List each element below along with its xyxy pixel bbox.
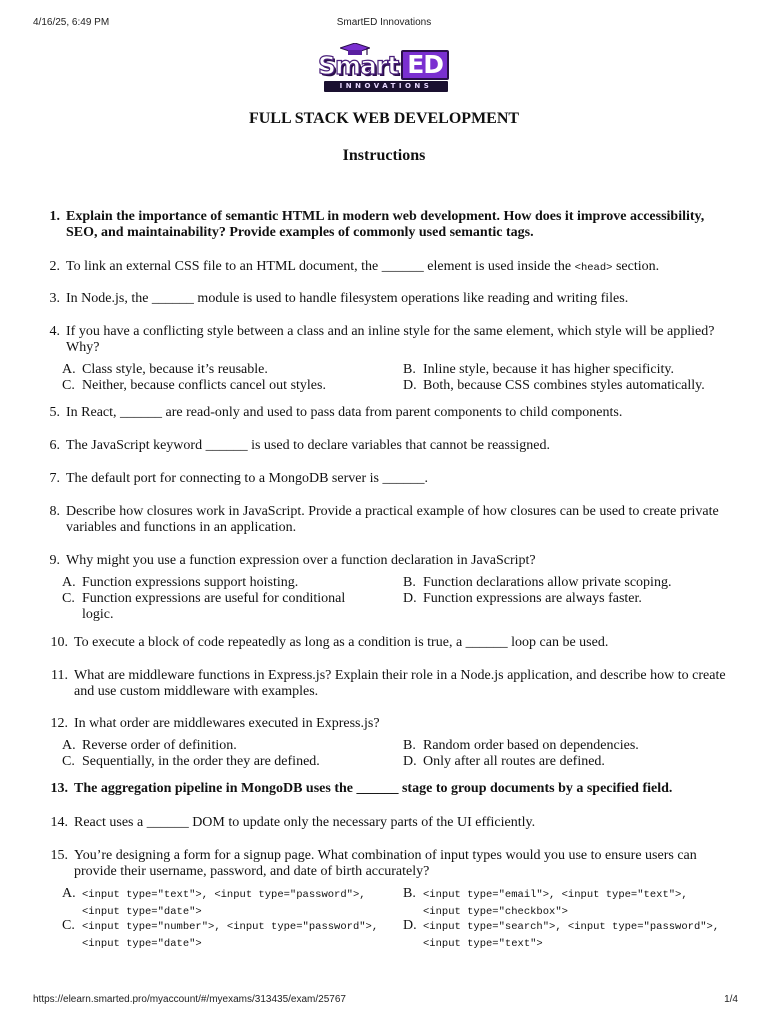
question-6 bbox=[40, 438, 735, 454]
question-number: 15. bbox=[50, 848, 68, 863]
option-a: A. Function expressions support hoisting. bbox=[62, 575, 299, 590]
question-9 bbox=[40, 553, 735, 569]
question-number: 10. bbox=[50, 635, 68, 650]
question-10 bbox=[40, 635, 735, 651]
question-text: What are middleware functions in Express.js? Explain their role in a Node.js application, and describe how to create and use custom middleware with examples. bbox=[74, 668, 726, 699]
question-5 bbox=[40, 405, 735, 421]
question-text: To link an external CSS file to an HTML document, the ______ element is used inside the <head> section. bbox=[66, 259, 660, 274]
option-a: A. <input type="text">, <input type="password">, <input type="date"> bbox=[62, 886, 366, 918]
question-number: 1. bbox=[49, 209, 60, 224]
question-text: In Node.js, the ______ module is used to handle filesystem operations like reading and writing files. bbox=[66, 291, 629, 306]
print-datetime: 4/16/25, 6:49 PM bbox=[33, 17, 110, 28]
smarted-logo bbox=[318, 45, 452, 97]
question-13 bbox=[40, 781, 735, 797]
logo-word-smart: Smart bbox=[318, 50, 399, 80]
question-text: The default port for connecting to a MongoDB server is ______. bbox=[66, 471, 428, 486]
question-1 bbox=[40, 209, 735, 241]
question-4 bbox=[40, 324, 735, 356]
question-number: 4. bbox=[49, 324, 60, 339]
question-number: 9. bbox=[49, 553, 60, 568]
question-text: You’re designing a form for a signup page. What combination of input types would you use to ensure users can provide their username, password, and date of birth accurately? bbox=[74, 848, 697, 879]
question-number: 6. bbox=[49, 438, 60, 453]
option-b: B. Inline style, because it has higher specificity. bbox=[403, 362, 675, 377]
page-number: 1/4 bbox=[724, 994, 738, 1005]
question-number: 11. bbox=[51, 668, 68, 683]
option-b: B. Random order based on dependencies. bbox=[403, 738, 639, 753]
question-15 bbox=[40, 848, 735, 880]
option-d: D. Function expressions are always faster. bbox=[403, 591, 642, 606]
question-11 bbox=[40, 668, 735, 700]
question-text: The aggregation pipeline in MongoDB uses the ______ stage to group documents by a specified field. bbox=[74, 781, 673, 796]
document-title: FULL STACK WEB DEVELOPMENT bbox=[248, 110, 520, 127]
question-text: Describe how closures work in JavaScript. Provide a practical example of how closures can be used to create private variables and functions in an application. bbox=[66, 504, 719, 535]
option-a: A. Reverse order of definition. bbox=[62, 738, 237, 753]
option-b: B. Function declarations allow private scoping. bbox=[403, 575, 672, 590]
question-text: The JavaScript keyword ______ is used to declare variables that cannot be reassigned. bbox=[66, 438, 551, 453]
option-c: C. Sequentially, in the order they are defined. bbox=[62, 754, 320, 769]
question-number: 2. bbox=[49, 259, 60, 274]
question-3 bbox=[40, 291, 735, 307]
document-subtitle: Instructions bbox=[342, 147, 426, 164]
option-c: C. <input type="number">, <input type="password">, <input type="date"> bbox=[62, 918, 379, 950]
logo-tagline: INNOVATIONS bbox=[324, 81, 448, 92]
question-text: If you have a conflicting style between a class and an inline style for the same element, which style will be applied? Why? bbox=[66, 324, 715, 355]
question-number: 7. bbox=[49, 471, 60, 486]
question-text: In React, ______ are read-only and used to pass data from parent components to child components. bbox=[66, 405, 623, 420]
question-7 bbox=[40, 471, 735, 487]
question-text: To execute a block of code repeatedly as long as a condition is true, a ______ loop can be used. bbox=[74, 635, 609, 650]
question-number: 3. bbox=[49, 291, 60, 306]
option-c: C. Function expressions are useful for conditional logic. bbox=[62, 591, 346, 622]
question-number: 12. bbox=[50, 716, 68, 731]
logo-word-ed: ED bbox=[401, 50, 449, 80]
head-tag-code: <head> bbox=[574, 262, 613, 274]
print-site-title: SmartED Innovations bbox=[336, 17, 432, 28]
question-2 bbox=[40, 259, 735, 276]
option-b: B. <input type="email">, <input type="text">, <input type="checkbox"> bbox=[403, 886, 688, 918]
question-number: 5. bbox=[49, 405, 60, 420]
question-14 bbox=[40, 815, 735, 831]
question-number: 8. bbox=[49, 504, 60, 519]
option-a: A. Class style, because it’s reusable. bbox=[62, 362, 268, 377]
option-d: D. <input type="search">, <input type="password">, <input type="text"> bbox=[403, 918, 720, 950]
question-8 bbox=[40, 504, 735, 536]
footer-url: https://elearn.smarted.pro/myaccount/#/myexams/313435/exam/25767 bbox=[33, 994, 346, 1005]
question-text: React uses a ______ DOM to update only the necessary parts of the UI efficiently. bbox=[74, 815, 536, 830]
question-12 bbox=[40, 716, 735, 732]
question-text: Explain the importance of semantic HTML in modern web development. How does it improve accessibility, SEO, and maintainability? Provide examples of commonly used semantic tags. bbox=[66, 209, 705, 240]
option-d: D. Both, because CSS combines styles automatically. bbox=[403, 378, 705, 393]
question-number: 13. bbox=[50, 781, 68, 796]
option-d: D. Only after all routes are defined. bbox=[403, 754, 605, 769]
option-c: C. Neither, because conflicts cancel out styles. bbox=[62, 378, 326, 393]
question-text: In what order are middlewares executed in Express.js? bbox=[74, 716, 380, 731]
question-number: 14. bbox=[50, 815, 68, 830]
question-text: Why might you use a function expression over a function declaration in JavaScript? bbox=[66, 553, 536, 568]
